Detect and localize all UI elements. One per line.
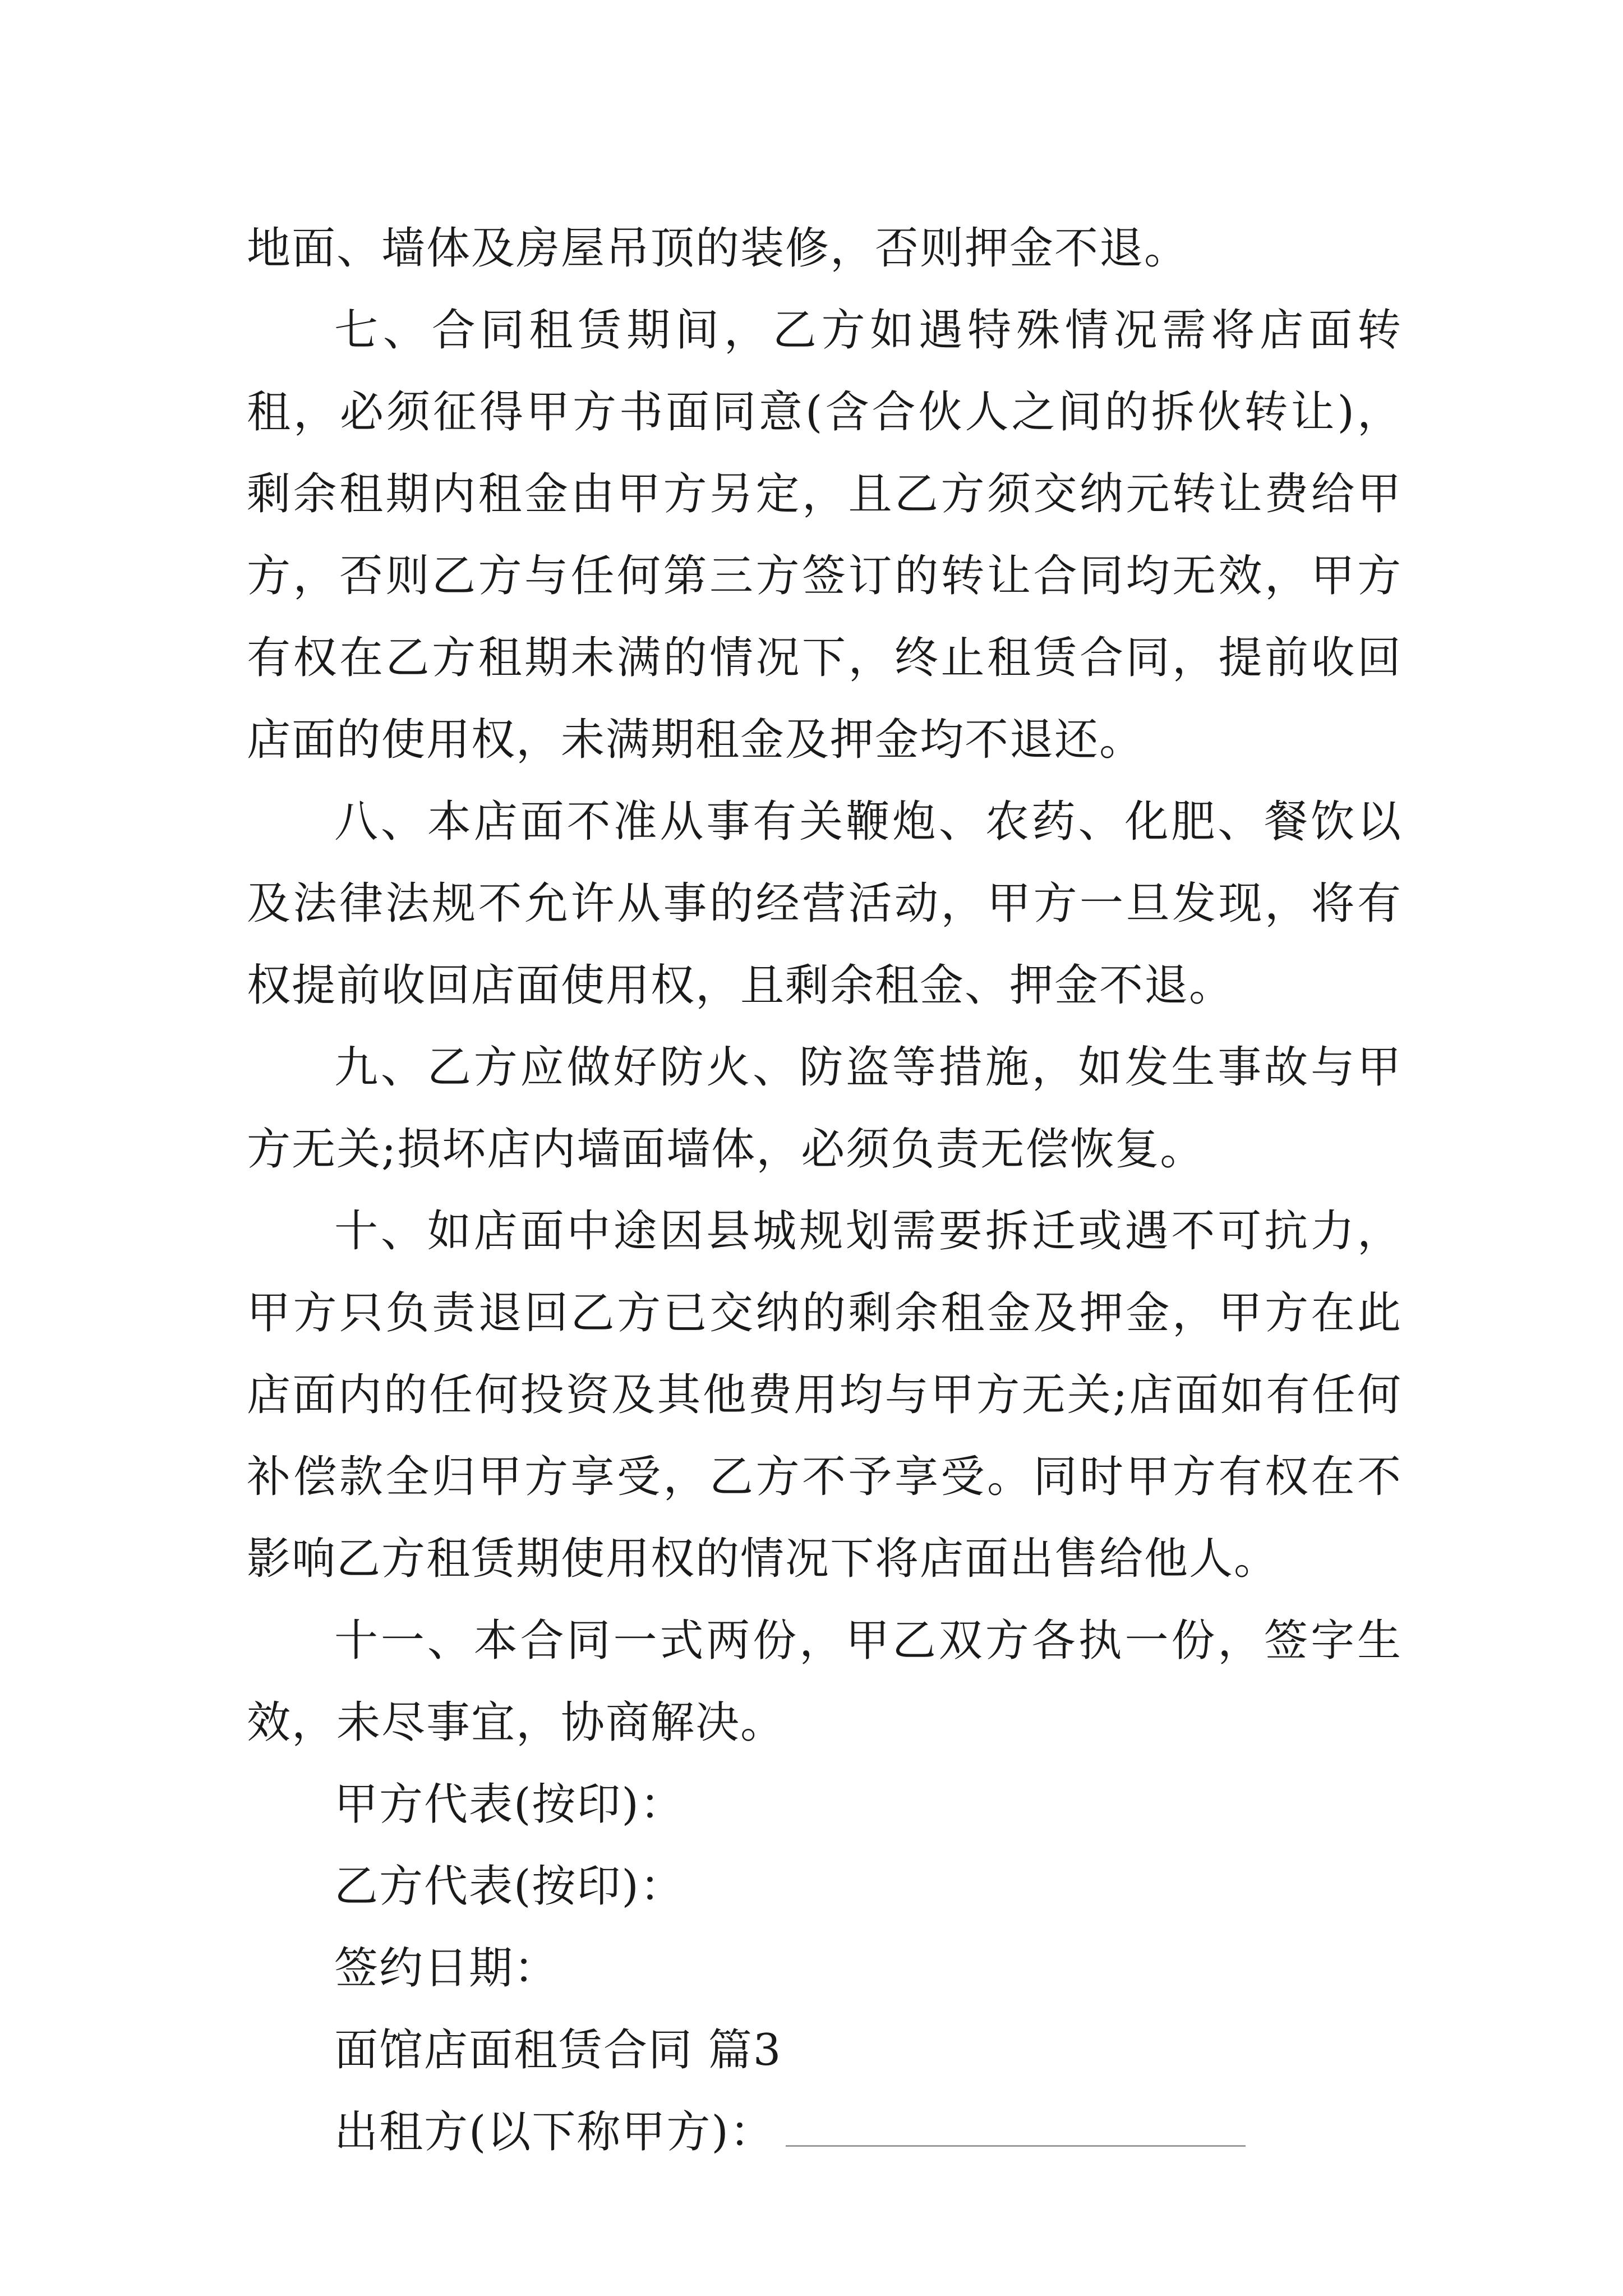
paragraph-clause-8: 八、本店面不准从事有关鞭炮、农药、化肥、餐饮以及法律法规不允许从事的经营活动，甲方一旦发现，将有权提前收回店面使用权，且剩余租金、押金不退。 xyxy=(247,797,1402,1011)
party-b-signature-line: 乙方代表(按印)： xyxy=(334,1861,685,1912)
section-title: 面馆店面租赁合同 篇3 xyxy=(334,2025,782,2076)
party-a-signature-line: 甲方代表(按印)： xyxy=(334,1779,685,1830)
paragraph-clause-10: 十、如店面中途因县城规划需要拆迁或遇不可抗力，甲方只负责退回乙方已交纳的剩余租金及押金，甲方在此店面内的任何投资及其他费用均与甲方无关;店面如有任何补偿款全归甲方享受，乙方不予享受。同时甲方有权在不影响乙方租赁期使用权的情况下将店面出售给他人。 xyxy=(247,1206,1402,1584)
lessor-line xyxy=(247,2091,1402,2173)
paragraph-continuation: 地面、墙体及房屋吊顶的装修，否则押金不退。 xyxy=(247,223,1189,274)
lessor-label: 出租方(以下称甲方)： xyxy=(334,2107,774,2157)
paragraph-clause-9: 九、乙方应做好防火、防盗等措施，如发生事故与甲方无关;损坏店内墙面墙体，必须负责无偿恢复。 xyxy=(247,1042,1402,1175)
paragraph-clause-7: 七、合同租赁期间，乙方如遇特殊情况需将店面转租，必须征得甲方书面同意(含合伙人之间的拆伙转让)，剩余租期内租金由甲方另定，且乙方须交纳元转让费给甲方，否则乙方与任何第三方签订的转让合同均无效，甲方有权在乙方租期未满的情况下，终止租赁合同，提前收回店面的使用权，未满期租金及押金均不退还。 xyxy=(247,305,1402,765)
lessor-blank-field xyxy=(786,2111,1246,2147)
document-body xyxy=(247,208,1402,2173)
signing-date-line: 签约日期： xyxy=(334,1943,559,1994)
paragraph-clause-11: 十一、本合同一式两份，甲乙双方各执一份，签字生效，未尽事宜，协商解决。 xyxy=(247,1616,1402,1748)
